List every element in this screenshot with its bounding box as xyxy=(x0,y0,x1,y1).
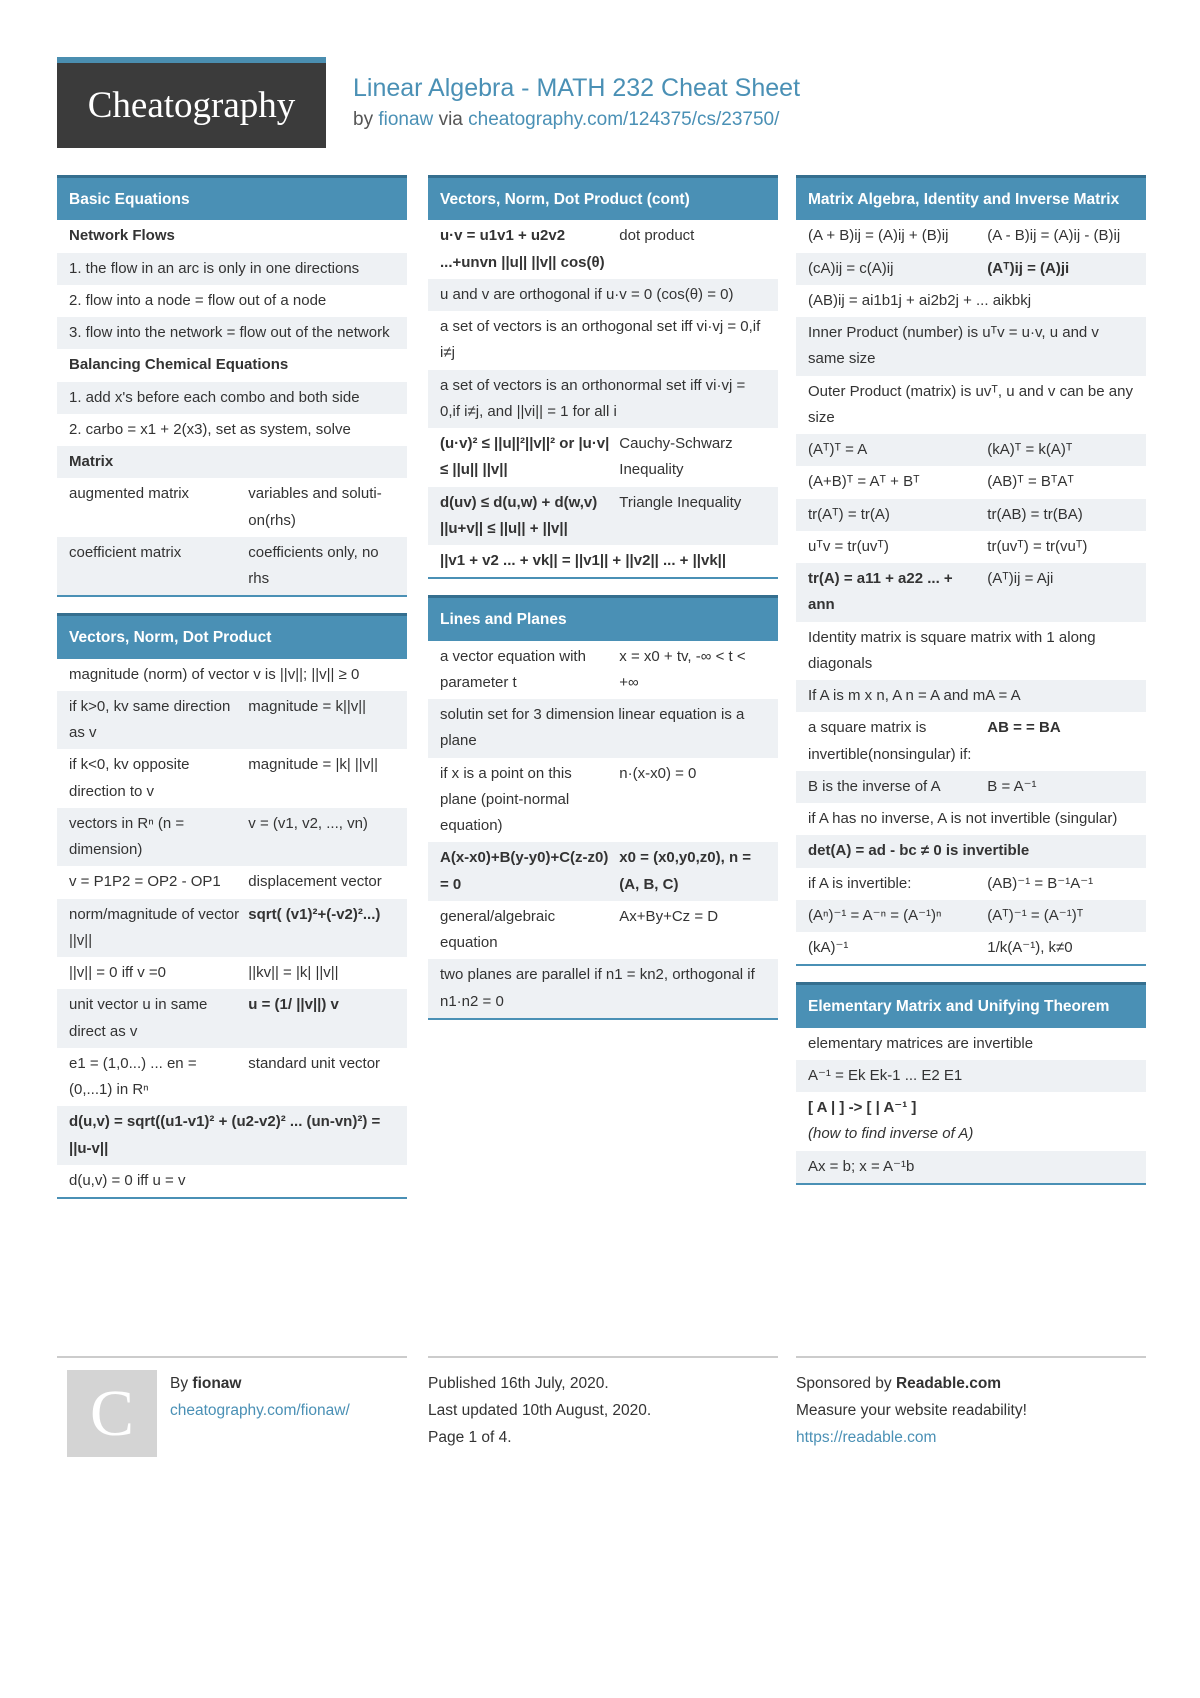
cell: d(u,v) = sqrt((u1-v1)² + (u2-v2)² ... (un-vn)²) = ||u-v|| xyxy=(69,1113,381,1157)
table-row xyxy=(796,531,1146,563)
section-matrix-algebra xyxy=(796,175,1146,966)
table-row xyxy=(57,317,407,349)
cell: tr(uvᵀ) = tr(vuᵀ) xyxy=(987,537,1088,555)
cell: a set of vectors is an orthonormal set iff vi·vj = 0,if i≠j, and ||vi|| = 1 for all i xyxy=(440,376,746,420)
cell: (Aⁿ)⁻¹ = A⁻ⁿ = (A⁻¹)ⁿ xyxy=(808,906,942,924)
page-number: Page 1 of 4. xyxy=(428,1429,512,1447)
sheet-url-link[interactable]: cheatography.com/124375/cs/23750/ xyxy=(468,109,780,130)
page-title: Linear Algebra - MATH 232 Cheat Sheet xyxy=(353,74,801,102)
table-row xyxy=(428,641,778,700)
cell: unit vector u in same direct as v xyxy=(69,996,208,1040)
table-row xyxy=(57,414,407,446)
cell: a square matrix is invertible(nonsingular) if: xyxy=(808,719,972,763)
cell: standard unit vector xyxy=(248,1054,381,1072)
cell: (Aᵀ)ij = Aji xyxy=(987,570,1054,588)
cell: e1 = (1,0...) ... en = (0,...1) in Rⁿ xyxy=(69,1054,197,1099)
table-row xyxy=(57,478,407,537)
cell: dot product xyxy=(619,227,695,245)
table-row xyxy=(428,220,778,279)
sponsor-name: Readable.com xyxy=(895,1375,1002,1392)
cell: variables and solution(rhs) xyxy=(248,485,382,529)
cell: ||kv|| = |k| ||v|| xyxy=(248,964,339,982)
table-row xyxy=(57,808,407,867)
cell: (Aᵀ)⁻¹ = (A⁻¹)ᵀ xyxy=(987,906,1084,924)
table-row xyxy=(57,1165,407,1197)
section-title: Matrix Algebra, Identity and Inverse Matrix xyxy=(796,175,1146,220)
cell: sqrt( (v1)²+(-v2)²...) xyxy=(248,905,381,923)
cell: elementary matrices are invertible xyxy=(808,1034,1034,1052)
table-row xyxy=(57,220,407,252)
table-row xyxy=(57,989,407,1048)
cell: v = (v1, v2, ..., vn) xyxy=(248,814,368,832)
cell: d(uv) ≤ d(u,w) + d(w,v) ||u+v|| ≤ ||u|| + ||v|| xyxy=(440,493,598,537)
cheatography-logo[interactable] xyxy=(57,57,326,148)
cell: norm/magnitude of vector ||v|| xyxy=(69,905,240,949)
table-row xyxy=(428,699,778,758)
footer-dates xyxy=(428,1356,778,1451)
cell: (u·v)² ≤ ||u||²||v||² or |u·v| ≤ ||u|| ||v|| xyxy=(440,435,610,479)
cell: (AB)ᵀ = BᵀAᵀ xyxy=(987,473,1074,491)
table-row xyxy=(57,899,407,958)
cell: 3. flow into the network = flow out of the network xyxy=(69,324,390,342)
section-title: Lines and Planes xyxy=(428,595,778,640)
table-row xyxy=(796,771,1146,803)
section-title: Elementary Matrix and Unifying Theorem xyxy=(796,982,1146,1027)
cell: If A is m x n, A n = A and mA = A xyxy=(808,687,1021,705)
table-row xyxy=(796,622,1146,681)
table-row xyxy=(428,901,778,960)
subheading: Network Flows xyxy=(69,227,175,245)
table-row xyxy=(428,758,778,843)
cell: general/algebraic equation xyxy=(440,907,556,952)
cell: (A+B)ᵀ = Aᵀ + Bᵀ xyxy=(808,473,920,491)
cell: (A - B)ij = (A)ij - (B)ij xyxy=(987,227,1121,245)
table-row xyxy=(796,835,1146,867)
cell: (cA)ij = c(A)ij xyxy=(808,259,894,277)
table-row xyxy=(57,957,407,989)
cell: a set of vectors is an orthogonal set iff vi·vj = 0,if i≠j xyxy=(440,318,761,362)
cell: x0 = (x0,y0,z0), n = (A, B, C) xyxy=(619,849,752,893)
table-row xyxy=(57,1048,407,1107)
cell: if x is a point on this plane (point-normal equation) xyxy=(440,764,572,835)
cell: 1/k(A⁻¹), k≠0 xyxy=(987,939,1073,957)
table-row xyxy=(796,803,1146,835)
cell: 1. add x's before each combo and both side xyxy=(69,388,360,406)
table-row xyxy=(57,1106,407,1165)
table-row xyxy=(57,253,407,285)
cell: (Aᵀ)ij = (A)ji xyxy=(987,259,1070,277)
section-title: Vectors, Norm, Dot Product (cont) xyxy=(428,175,778,220)
table-row xyxy=(57,446,407,478)
table-row xyxy=(796,466,1146,498)
table-row xyxy=(796,499,1146,531)
table-row xyxy=(796,1151,1146,1183)
cell: Triangle Inequality xyxy=(619,493,742,511)
cell: a vector equation with parameter t xyxy=(440,647,586,691)
table-row xyxy=(428,842,778,901)
column-2 xyxy=(428,175,778,1036)
footer-author xyxy=(57,1356,407,1450)
cell: tr(A) = a11 + a22 ... + ann xyxy=(808,570,953,614)
table-row xyxy=(57,659,407,691)
cell: [ A | ] -> [ | A⁻¹ ] xyxy=(808,1099,917,1117)
cell: Ax = b; x = A⁻¹b xyxy=(808,1157,915,1175)
section-vectors-cont xyxy=(428,175,778,579)
cell: (Aᵀ)ᵀ = A xyxy=(808,441,868,459)
cell: if A is invertible: xyxy=(808,874,912,892)
cell: 2. carbo = x1 + 2(x3), set as system, solve xyxy=(69,420,351,438)
table-row xyxy=(57,349,407,381)
column-1 xyxy=(57,175,407,1215)
table-row xyxy=(428,959,778,1018)
cell: coefficient matrix xyxy=(69,543,182,561)
cell-note: (how to find inverse of A) xyxy=(808,1125,974,1143)
cell: Ax+By+Cz = D xyxy=(619,907,719,925)
table-row xyxy=(57,537,407,596)
table-row xyxy=(796,253,1146,285)
cell: if A has no inverse, A is not invertible (singular) xyxy=(808,810,1118,828)
table-row xyxy=(796,900,1146,932)
cell: two planes are parallel if n1 = kn2, orthogonal if n1·n2 = 0 xyxy=(440,966,755,1010)
table-row xyxy=(796,376,1146,435)
section-elementary-matrix xyxy=(796,982,1146,1185)
cell: ||v|| = 0 iff v =0 xyxy=(69,964,167,982)
author-link[interactable]: fionaw xyxy=(378,109,434,130)
subheading: Matrix xyxy=(69,453,114,471)
cell: Cauchy-Schwarz Inequality xyxy=(619,435,733,479)
cell: B = A⁻¹ xyxy=(987,777,1037,795)
table-row xyxy=(796,317,1146,376)
byline xyxy=(353,109,779,131)
cell: AB = = BA xyxy=(987,719,1061,737)
table-row xyxy=(428,311,778,370)
table-row xyxy=(57,749,407,808)
subheading: Balancing Chemical Equations xyxy=(69,356,289,374)
sponsor-tagline: Measure your website readability! xyxy=(796,1402,1027,1420)
author-profile-link[interactable]: cheatography.com/fionaw/ xyxy=(170,1402,350,1420)
table-row xyxy=(796,1060,1146,1092)
cell: if k>0, kv same direction as v xyxy=(69,697,231,742)
cell: (AB)ij = ai1b1j + ai2b2j + ... aikbkj xyxy=(808,291,1032,309)
logo-text: Cheatography xyxy=(87,85,296,126)
table-row xyxy=(796,1028,1146,1060)
table-row xyxy=(796,563,1146,622)
cell: d(u,v) = 0 iff u = v xyxy=(69,1171,186,1189)
table-row xyxy=(796,434,1146,466)
sponsor-link[interactable]: https://readable.com xyxy=(796,1429,937,1447)
cell: vectors in Rⁿ (n = dimension) xyxy=(69,814,185,859)
table-row xyxy=(428,487,778,546)
cell: u·v = u1v1 + u2v2 ...+unvn ||u|| ||v|| cos(θ) xyxy=(440,227,605,271)
cell: tr(AB) = tr(BA) xyxy=(987,505,1083,523)
section-lines-and-planes xyxy=(428,595,778,1020)
table-row xyxy=(428,428,778,487)
table-row xyxy=(57,866,407,898)
sponsored-by: Sponsored by xyxy=(796,1375,892,1392)
table-row xyxy=(428,545,778,577)
cell: u and v are orthogonal if u·v = 0 (cos(θ) = 0) xyxy=(440,285,734,303)
cell: det(A) = ad - bc ≠ 0 is invertible xyxy=(808,842,1030,860)
cell: v = P1P2 = OP2 - OP1 xyxy=(69,873,221,891)
table-row xyxy=(796,932,1146,964)
table-row xyxy=(428,279,778,311)
footer-sponsor xyxy=(796,1356,1146,1451)
cell: (A + B)ij = (A)ij + (B)ij xyxy=(808,227,949,245)
cell: n·(x-x0) = 0 xyxy=(619,764,697,782)
avatar[interactable] xyxy=(67,1370,157,1457)
cell: magnitude (norm) of vector v is ||v||; ||v|| ≥ 0 xyxy=(69,665,360,683)
table-row xyxy=(57,382,407,414)
published-date: Published 16th July, 2020. xyxy=(428,1375,609,1392)
cell: tr(Aᵀ) = tr(A) xyxy=(808,505,890,523)
cell: (AB)⁻¹ = B⁻¹A⁻¹ xyxy=(987,874,1094,892)
table-row xyxy=(796,285,1146,317)
table-row xyxy=(796,220,1146,252)
cell: x = x0 + tv, -∞ < t < +∞ xyxy=(619,647,746,691)
table-row xyxy=(428,370,778,429)
byline-by: by xyxy=(353,109,374,130)
cell: Identity matrix is square matrix with 1 along diagonals xyxy=(808,628,1096,672)
cell: 1. the flow in an arc is only in one directions xyxy=(69,259,360,277)
avatar-letter: C xyxy=(89,1376,135,1450)
section-title: Basic Equations xyxy=(57,175,407,220)
table-row xyxy=(796,868,1146,900)
cell: magnitude = |k| ||v|| xyxy=(248,756,378,774)
cell: Inner Product (number) is uᵀv = u·v, u and v same size xyxy=(808,324,1099,368)
table-row xyxy=(796,680,1146,712)
cell: (kA)⁻¹ xyxy=(808,939,849,957)
table-row xyxy=(57,691,407,750)
cell: magnitude = k||v|| xyxy=(248,697,367,715)
cell: displacement vector xyxy=(248,873,382,891)
cell: ||v1 + v2 ... + vk|| = ||v1|| + ||v2|| ... + ||vk|| xyxy=(440,552,727,570)
table-row xyxy=(796,712,1146,771)
section-vectors-norm-dot-product xyxy=(57,613,407,1199)
column-3 xyxy=(796,175,1146,1201)
table-row xyxy=(57,285,407,317)
updated-date: Last updated 10th August, 2020. xyxy=(428,1402,652,1420)
cell: B is the inverse of A xyxy=(808,777,941,795)
cell: augmented matrix xyxy=(69,485,190,503)
cell: 2. flow into a node = flow out of a node xyxy=(69,291,327,309)
cell: (kA)ᵀ = k(A)ᵀ xyxy=(987,441,1073,459)
cell: u = (1/ ||v||) v xyxy=(248,996,339,1014)
footer-by: By xyxy=(170,1375,189,1392)
cell: A(x-x0)+B(y-y0)+C(z-z0) = 0 xyxy=(440,849,609,893)
cell: uᵀv = tr(uvᵀ) xyxy=(808,537,889,555)
table-row xyxy=(796,1092,1146,1151)
byline-via: via xyxy=(438,109,463,130)
cell: Outer Product (matrix) is uvᵀ, u and v can be any size xyxy=(808,382,1133,426)
footer-author-name: fionaw xyxy=(192,1375,242,1392)
cell: if k<0, kv opposite direction to v xyxy=(69,756,190,800)
cell: A⁻¹ = Ek Ek-1 ... E2 E1 xyxy=(808,1066,963,1084)
cell: solutin set for 3 dimension linear equation is a plane xyxy=(440,706,745,750)
cell: coefficients only, no rhs xyxy=(248,543,379,588)
section-basic-equations xyxy=(57,175,407,597)
section-title: Vectors, Norm, Dot Product xyxy=(57,613,407,658)
